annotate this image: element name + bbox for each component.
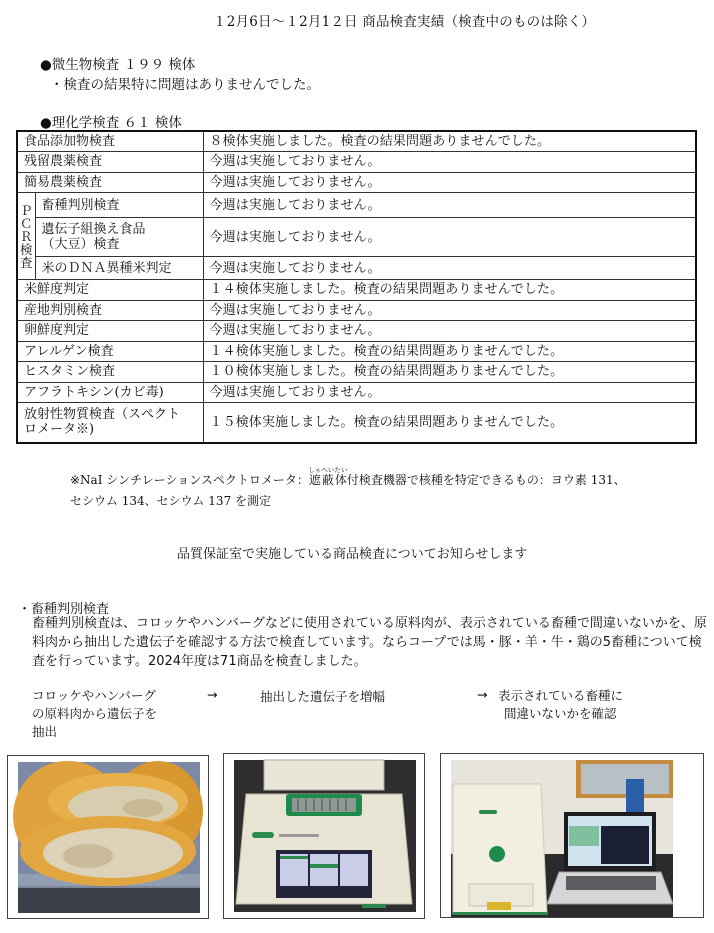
test-result: 今週は実施しておりません。 [203, 300, 696, 321]
croquette-image [8, 756, 208, 918]
table-row [17, 172, 696, 193]
table-row [17, 362, 696, 383]
test-name: 畜種判別検査 [35, 193, 203, 218]
footnote-line1 [70, 466, 626, 488]
table-row [17, 218, 696, 257]
photo-thermal-cycler [223, 753, 425, 919]
step-extract [32, 687, 192, 741]
footnote-suffix: 付検査機器で核種を特定できるもの：ヨウ素 131、 [346, 473, 626, 487]
test-result: 今週は実施しておりません。 [203, 172, 696, 193]
step-extract-line1: コロッケやハンバーグ [32, 688, 156, 703]
test-name: 米のＤＮＡ異種米判定 [35, 257, 203, 280]
section-heading: ・畜種判別検査 [18, 602, 110, 617]
page-title: １2月6日～１2月1２日 商品検査実績（検査中のものは除く） [213, 14, 596, 30]
step-amplify: 抽出した遺伝子を増幅 [260, 689, 386, 704]
test-result: １４検体実施しました。検査の結果問題ありませんでした。 [203, 341, 696, 362]
test-result: 今週は実施しておりません。 [203, 152, 696, 173]
footnote-ruby [308, 466, 348, 487]
table-row [17, 382, 696, 403]
test-result: 今週は実施しておりません。 [203, 193, 696, 218]
table-row [17, 403, 696, 443]
step-extract-line3: 抽出 [32, 724, 58, 739]
results-table [16, 130, 697, 444]
table-row [17, 131, 696, 152]
test-result: ８検体実施しました。検査の結果問題ありませんでした。 [203, 131, 696, 152]
test-name-line2: （大豆）検査 [41, 237, 120, 252]
test-name: 簡易農薬検査 [17, 172, 203, 193]
test-name [35, 218, 203, 257]
table-row [17, 257, 696, 280]
test-name: 米鮮度判定 [17, 280, 203, 301]
test-name-line1: 放射性物質検査（スペクト [24, 407, 181, 423]
table-row [17, 193, 696, 218]
test-result: 今週は実施しておりません。 [203, 382, 696, 403]
table-row [17, 321, 696, 342]
section-body: 畜種判別検査は、コロッケやハンバーグなどに使用されている原料肉が、表示されている畜種で間違いないかを、原料肉から抽出した遺伝子を確認する方法で検査しています。ならコープでは馬・豚・羊・牛・鶏の5畜種について検査を行っています。2024年度は71商品を検査しました。 [32, 616, 707, 669]
arrow-right-icon: → [477, 687, 488, 702]
test-name-line2: ロメータ※) [24, 422, 95, 438]
test-result: １０検体実施しました。検査の結果問題ありませんでした。 [203, 362, 696, 383]
microbiology-heading: ●微生物検査 １９９ 検体 [40, 57, 196, 73]
table-row [17, 300, 696, 321]
test-name: 卵鮮度判定 [17, 321, 203, 342]
test-name: ヒスタミン検査 [17, 362, 203, 383]
test-name: アフラトキシン(カビ毒) [17, 382, 203, 403]
chemistry-heading: ●理化学検査 ６１ 検体 [40, 115, 182, 131]
test-result: １４検体実施しました。検査の結果問題ありませんでした。 [203, 280, 696, 301]
footnote-prefix: ※NaI シンチレーションスペクトロメータ： [70, 473, 309, 487]
test-name: 残留農薬検査 [17, 152, 203, 173]
microbiology-note: ・検査の結果特に問題はありませんでした。 [50, 77, 320, 93]
test-name-line1: 遺伝子組換え食品 [41, 222, 146, 237]
test-result: 今週は実施しておりません。 [203, 321, 696, 342]
table-row [17, 280, 696, 301]
photo-gel-imager [440, 753, 704, 918]
pcr-group-label: Ｐ Ｃ Ｒ 検 査 [17, 193, 35, 280]
test-name: アレルゲン検査 [17, 341, 203, 362]
gel-imager-image [441, 754, 703, 917]
ruby-base: 遮蔽体 [308, 473, 348, 487]
ruby-reading: しゃへいたい [308, 466, 348, 474]
test-name: 食品添加物検査 [17, 131, 203, 152]
test-result: 今週は実施しておりません。 [203, 218, 696, 257]
table-row [17, 341, 696, 362]
test-result: 今週は実施しておりません。 [203, 257, 696, 280]
test-name: 産地判別検査 [17, 300, 203, 321]
arrow-right-icon: → [207, 687, 218, 702]
thermal-cycler-image [224, 754, 424, 918]
test-name [17, 403, 203, 443]
step-confirm-line1: 表示されている畜種に [498, 688, 624, 703]
notice-heading: 品質保証室で実施している商品検査についてお知らせします [177, 547, 528, 562]
table-row [17, 152, 696, 173]
step-extract-line2: の原料肉から遺伝子を [32, 706, 158, 721]
photo-croquette [7, 755, 209, 919]
step-confirm [498, 687, 623, 723]
test-result: １５検体実施しました。検査の結果問題ありませんでした。 [203, 403, 696, 443]
step-confirm-line2: 間違いないかを確認 [504, 706, 617, 721]
footnote-line2: セシウム 134、セシウム 137 を測定 [70, 494, 272, 508]
